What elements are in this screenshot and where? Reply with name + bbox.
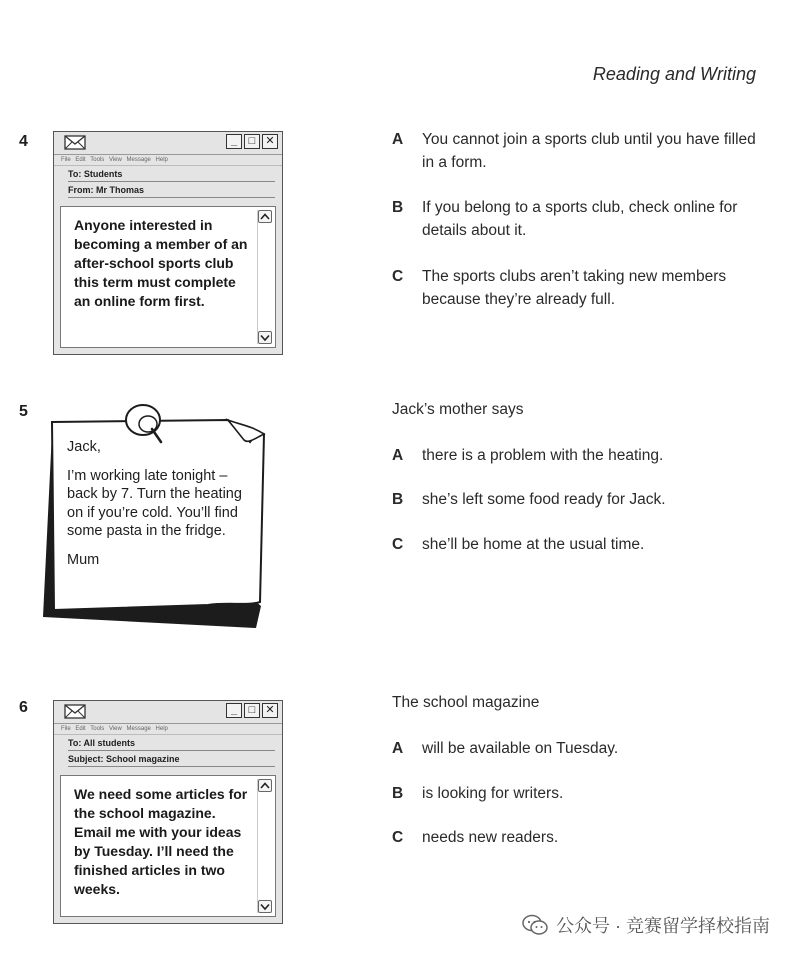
email-body: We need some articles for the school magazine. Email me with your ideas by Tuesday. I’ll need the finished articles in two weeks. bbox=[74, 786, 248, 897]
email-menubar bbox=[54, 155, 282, 166]
email-window-q6 bbox=[53, 700, 283, 924]
maximize-button[interactable]: □ bbox=[244, 134, 260, 149]
menu-edit[interactable]: Edit bbox=[75, 157, 86, 163]
q4-option-b[interactable] bbox=[392, 196, 757, 242]
option-text: is looking for writers. bbox=[422, 785, 564, 802]
email-body: Anyone interested in becoming a member of an after-school sports club this term must complete an online form first. bbox=[74, 217, 248, 309]
watermark bbox=[522, 912, 770, 938]
option-letter: A bbox=[392, 131, 404, 148]
q4-option-c[interactable] bbox=[392, 265, 757, 311]
option-text: there is a problem with the heating. bbox=[422, 447, 664, 464]
menu-file[interactable]: File bbox=[61, 157, 71, 163]
email-subject: Subject: School magazine bbox=[68, 751, 275, 767]
envelope-icon bbox=[64, 704, 86, 719]
scroll-up-button[interactable] bbox=[258, 779, 272, 792]
option-letter: A bbox=[392, 447, 404, 464]
watermark-text: 公众号 · 竞赛留学择校指南 bbox=[556, 916, 770, 936]
option-text: If you belong to a sports club, check online for details about it. bbox=[422, 199, 738, 239]
question-number-6: 6 bbox=[19, 699, 28, 716]
email-titlebar bbox=[54, 132, 282, 155]
question-number-5: 5 bbox=[19, 403, 28, 420]
scroll-down-button[interactable] bbox=[258, 331, 272, 344]
note-greeting: Jack, bbox=[67, 439, 101, 455]
option-text: You cannot join a sports club until you have filled in a form. bbox=[422, 131, 756, 171]
note-signoff: Mum bbox=[67, 551, 100, 568]
option-letter: A bbox=[392, 740, 404, 757]
q6-option-c[interactable] bbox=[392, 826, 757, 849]
menu-tools[interactable]: Tools bbox=[90, 726, 105, 732]
chevron-up-icon bbox=[259, 780, 271, 791]
menu-view[interactable]: View bbox=[108, 726, 122, 732]
q5-option-b[interactable] bbox=[392, 488, 757, 511]
scroll-down-button[interactable] bbox=[258, 900, 272, 913]
menu-help[interactable]: Help bbox=[155, 157, 168, 163]
chevron-down-icon bbox=[259, 901, 271, 912]
close-button[interactable]: ✕ bbox=[262, 134, 278, 149]
minimize-button[interactable]: _ bbox=[226, 703, 242, 718]
email-message-box bbox=[60, 775, 276, 917]
menu-message[interactable]: Message bbox=[126, 726, 151, 732]
option-text: will be available on Tuesday. bbox=[422, 740, 619, 757]
option-letter: C bbox=[392, 829, 404, 846]
scrollbar[interactable] bbox=[257, 210, 272, 344]
email-message-box bbox=[60, 206, 276, 348]
option-text: The sports clubs aren’t taking new members because they’re already full. bbox=[422, 268, 727, 308]
option-letter: B bbox=[392, 491, 404, 508]
q6-option-b[interactable] bbox=[392, 782, 757, 805]
scroll-up-button[interactable] bbox=[258, 210, 272, 223]
menu-view[interactable]: View bbox=[108, 157, 122, 163]
chevron-down-icon bbox=[259, 332, 271, 343]
maximize-button[interactable]: □ bbox=[244, 703, 260, 718]
email-from: From: Mr Thomas bbox=[68, 182, 275, 198]
q5-stem: Jack’s mother says bbox=[392, 401, 524, 418]
option-letter: B bbox=[392, 199, 404, 216]
scrollbar[interactable] bbox=[257, 779, 272, 913]
option-text: needs new readers. bbox=[422, 829, 559, 846]
page-header: Reading and Writing bbox=[592, 64, 756, 84]
option-text: she’ll be home at the usual time. bbox=[422, 536, 645, 553]
email-menubar bbox=[54, 724, 282, 735]
email-to: To: Students bbox=[68, 166, 275, 182]
menu-message[interactable]: Message bbox=[126, 157, 151, 163]
q5-option-a[interactable] bbox=[392, 444, 757, 467]
q5-option-c[interactable] bbox=[392, 533, 757, 556]
q6-stem: The school magazine bbox=[392, 694, 540, 711]
email-to: To: All students bbox=[68, 735, 275, 751]
q4-option-a[interactable] bbox=[392, 128, 757, 174]
email-window-q4 bbox=[53, 131, 283, 355]
wechat-icon bbox=[522, 914, 548, 936]
chevron-up-icon bbox=[259, 211, 271, 222]
minimize-button[interactable]: _ bbox=[226, 134, 242, 149]
menu-edit[interactable]: Edit bbox=[75, 726, 86, 732]
menu-file[interactable]: File bbox=[61, 726, 71, 732]
question-number-4: 4 bbox=[19, 133, 28, 150]
envelope-icon bbox=[64, 135, 86, 150]
email-titlebar bbox=[54, 701, 282, 724]
note-body: I’m working late tonight – back by 7. Turn the heating on if you’re cold. You’ll find some pasta in the fridge. bbox=[67, 467, 242, 539]
option-letter: C bbox=[392, 268, 404, 285]
menu-help[interactable]: Help bbox=[155, 726, 168, 732]
option-letter: C bbox=[392, 536, 404, 553]
q6-option-a[interactable] bbox=[392, 737, 757, 760]
note-content bbox=[67, 438, 257, 569]
option-text: she’s left some food ready for Jack. bbox=[422, 491, 666, 508]
option-letter: B bbox=[392, 785, 404, 802]
menu-tools[interactable]: Tools bbox=[90, 157, 105, 163]
close-button[interactable]: ✕ bbox=[262, 703, 278, 718]
